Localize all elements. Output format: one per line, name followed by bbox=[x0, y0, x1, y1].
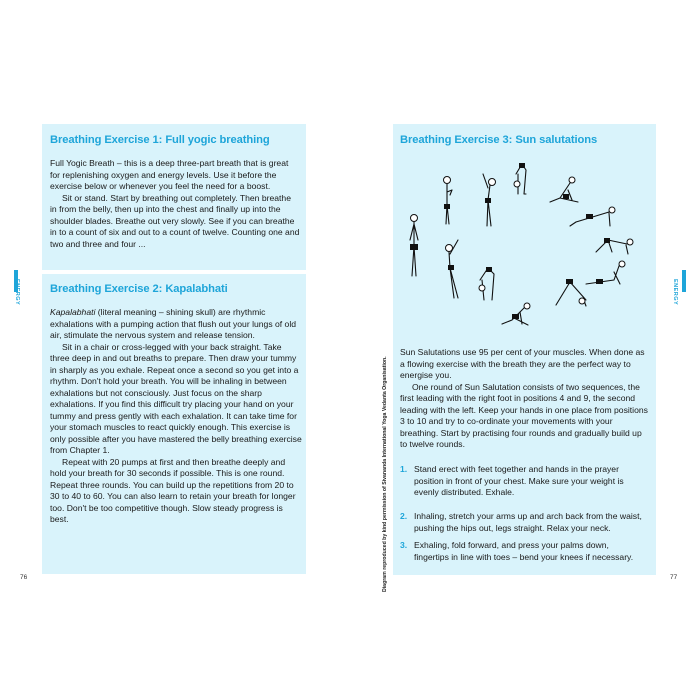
section-label-right: ENERGY bbox=[672, 279, 678, 306]
step-2-number: 2. bbox=[400, 511, 408, 521]
exercise-3-title: Breathing Exercise 3: Sun salutations bbox=[400, 134, 598, 146]
step-3 bbox=[400, 540, 650, 563]
exercise-2-title: Breathing Exercise 2: Kapalabhati bbox=[50, 283, 228, 295]
exercise-2-para-2: Sit in a chair or cross-legged with your back straight. Take three deep in and out breaths to prepare. Then draw your tummy in sharply as you exhale. Repeat once a second so you get into a rhythm. Don't hold your breath. You will be inhaling in between exhalations but not consciously. Just focus on the sharp exhalations. If you find this difficult try placing your hand on your tummy and press gently with each exhalation. It can take time for your stomach muscles to react quickly enough. This exercise is only possible after you have mastered the belly breathing exercise from Chapter 1. bbox=[50, 341, 302, 455]
exercise-2-text bbox=[50, 307, 302, 526]
exercise-2-para-1 bbox=[50, 307, 302, 342]
step-3-text: Exhaling, fold forward, and press your palms down, fingertips in line with toes – bend your knees if necessary. bbox=[414, 540, 634, 562]
exercise-1-text bbox=[50, 158, 300, 250]
exercise-2-para-3: Repeat with 20 pumps at first and then breathe deeply and hold your breath for 30 seconds if possible. This is one round. Repeat three rounds. You can build up the repetitions from 20 to 30 to 40 to 60. You can also learn to retain your breath for longer too. Don't be too competitive though. Slow steady progress is best. bbox=[50, 456, 296, 524]
sun-salutation-diagram bbox=[400, 160, 650, 335]
step-1-number: 1. bbox=[400, 464, 408, 474]
diagram-credit: Diagram reproduced by kind permission of Sivananda International Yoga Vedanta Organisation. bbox=[382, 356, 388, 592]
step-1 bbox=[400, 464, 650, 499]
step-1-text: Stand erect with feet together and hands in the prayer position in front of your chest. Make sure your weight is evenly distributed. Exhale. bbox=[414, 464, 624, 497]
exercise-3-para-2: One round of Sun Salutation consists of two sequences, the first leading with the right foot in positions 4 and 9, the second leading with the left. Keep your hands in one place from positions 3 to 10 and try to co-ordinate your movements with your breathing. Start by practising four rounds and gradually build up to twelve rounds. bbox=[400, 381, 648, 449]
exercise-1-title: Breathing Exercise 1: Full yogic breathing bbox=[50, 134, 270, 146]
page-number-left: 76 bbox=[20, 574, 28, 581]
page-number-right: 77 bbox=[670, 574, 678, 581]
exercise-3-text bbox=[400, 347, 650, 451]
step-2-text: Inhaling, stretch your arms up and arch back from the waist, pushing the hips out, legs straight. Relax your neck. bbox=[414, 511, 642, 533]
section-label-left: ENERGY bbox=[14, 279, 20, 306]
section-tab-right bbox=[682, 270, 686, 292]
step-2 bbox=[400, 511, 650, 534]
exercise-3-para-1: Sun Salutations use 95 per cent of your muscles. When done as a flowing exercise with the breath they are the perfect way to energise you. bbox=[400, 347, 645, 380]
exercise-1-para-1: Full Yogic Breath – this is a deep three-part breath that is great for replenishing oxygen and energy levels. Use it before the exercise below or whenever you feel the need for a boost. bbox=[50, 158, 289, 191]
step-3-number: 3. bbox=[400, 540, 408, 550]
yoga-figure-icon bbox=[410, 163, 633, 325]
kapalabhati-term: Kapalabhati bbox=[50, 307, 96, 317]
exercise-1-para-2: Sit or stand. Start by breathing out completely. Then breathe in from the belly, then up into the chest and finally up into the shoulder blades. Breathe out very slowly. See if you can breathe in to a count of six and out to a count of twelve. Counting one and two and three and four ... bbox=[50, 192, 300, 249]
exercise-2-para-1-rest: (literal meaning – shining skull) are rhythmic exhalations with a pumping action that flush out your lungs of old air, stimulate the nervous system and release tension. bbox=[50, 307, 297, 340]
